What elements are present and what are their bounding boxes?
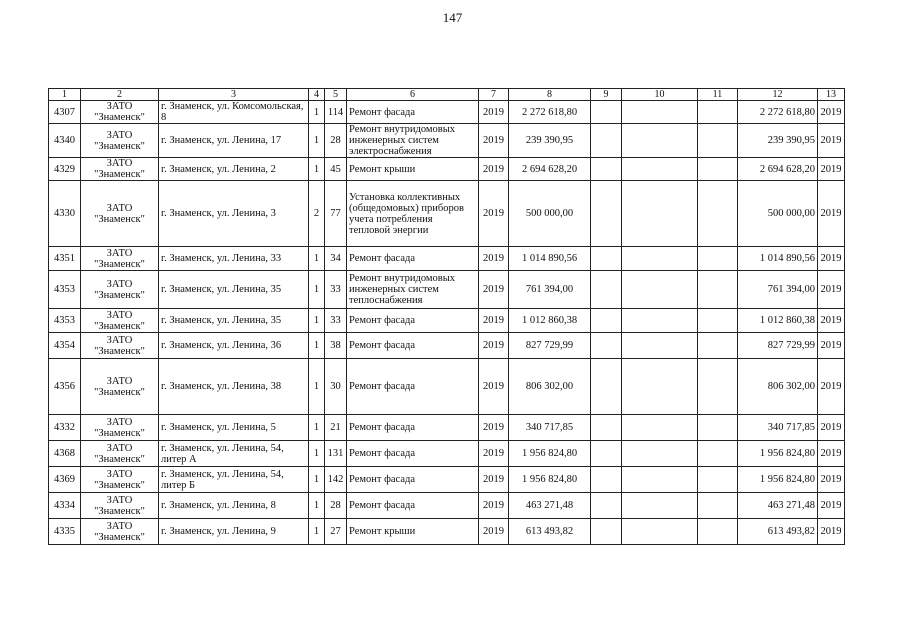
cell-col-5: 114: [325, 101, 347, 124]
cell-total: 613 493,82: [738, 519, 818, 545]
cell-year: 2019: [479, 359, 509, 415]
cell-cost: 1 956 824,80: [509, 467, 591, 493]
cell-col-9: [591, 441, 622, 467]
cell-cost: 239 390,95: [509, 124, 591, 158]
table-row: [49, 441, 845, 467]
cell-record-id: 4368: [49, 441, 81, 467]
cell-col-4: 1: [309, 415, 325, 441]
cell-work-type: Ремонт фасада: [347, 493, 479, 519]
cell-work-type: Ремонт внутридомовых инженерных систем электроснабжения: [347, 124, 479, 158]
cell-record-id: 4335: [49, 519, 81, 545]
column-header: 2: [81, 89, 159, 101]
cell-record-id: 4353: [49, 309, 81, 333]
cell-col-5: 33: [325, 309, 347, 333]
table-row: [49, 158, 845, 181]
cell-end-year: 2019: [818, 158, 845, 181]
page-number: 147: [442, 10, 463, 25]
header-row: [49, 89, 845, 101]
cell-address: г. Знаменск, ул. Ленина, 38: [159, 359, 309, 415]
cell-col-9: [591, 101, 622, 124]
column-header: 10: [622, 89, 698, 101]
table-row: [49, 519, 845, 545]
cell-address: г. Знаменск, ул. Ленина, 3: [159, 181, 309, 247]
cell-cost: 806 302,00: [509, 359, 591, 415]
cell-end-year: 2019: [818, 309, 845, 333]
cell-col-11: [698, 158, 738, 181]
cell-col-10: [622, 359, 698, 415]
cell-total: 2 694 628,20: [738, 158, 818, 181]
cell-cost: 500 000,00: [509, 181, 591, 247]
cell-municipality: ЗАТО "Знаменск": [81, 158, 159, 181]
table-row: [49, 124, 845, 158]
cell-col-5: 28: [325, 493, 347, 519]
cell-address: г. Знаменск, ул. Ленина, 17: [159, 124, 309, 158]
cell-col-11: [698, 415, 738, 441]
cell-record-id: 4329: [49, 158, 81, 181]
cell-record-id: 4356: [49, 359, 81, 415]
cell-col-10: [622, 247, 698, 271]
column-header: 5: [325, 89, 347, 101]
cell-address: г. Знаменск, ул. Ленина, 33: [159, 247, 309, 271]
cell-col-10: [622, 271, 698, 309]
column-header: 1: [49, 89, 81, 101]
cell-col-10: [622, 333, 698, 359]
cell-work-type: Ремонт фасада: [347, 247, 479, 271]
cell-municipality: ЗАТО "Знаменск": [81, 415, 159, 441]
cell-work-type: Ремонт фасада: [347, 359, 479, 415]
cell-col-11: [698, 181, 738, 247]
cell-record-id: 4351: [49, 247, 81, 271]
table-row: [49, 467, 845, 493]
cell-end-year: 2019: [818, 101, 845, 124]
cell-col-5: 34: [325, 247, 347, 271]
table-row: [49, 101, 845, 124]
cell-end-year: 2019: [818, 333, 845, 359]
cell-year: 2019: [479, 124, 509, 158]
cell-municipality: ЗАТО "Знаменск": [81, 359, 159, 415]
cell-col-10: [622, 101, 698, 124]
cell-col-10: [622, 441, 698, 467]
cell-cost: 1 956 824,80: [509, 441, 591, 467]
table-row: [49, 333, 845, 359]
cell-year: 2019: [479, 271, 509, 309]
cell-col-11: [698, 309, 738, 333]
cell-address: г. Знаменск, ул. Комсомольская, 8: [159, 101, 309, 124]
cell-total: 827 729,99: [738, 333, 818, 359]
cell-address: г. Знаменск, ул. Ленина, 36: [159, 333, 309, 359]
cell-col-5: 30: [325, 359, 347, 415]
cell-col-9: [591, 359, 622, 415]
cell-col-5: 28: [325, 124, 347, 158]
cell-year: 2019: [479, 493, 509, 519]
cell-record-id: 4369: [49, 467, 81, 493]
cell-col-4: 1: [309, 101, 325, 124]
cell-record-id: 4330: [49, 181, 81, 247]
cell-col-11: [698, 467, 738, 493]
cell-col-5: 33: [325, 271, 347, 309]
column-header: 11: [698, 89, 738, 101]
cell-col-9: [591, 181, 622, 247]
column-header: 9: [591, 89, 622, 101]
cell-col-4: 1: [309, 441, 325, 467]
cell-col-4: 1: [309, 333, 325, 359]
cell-work-type: Установка коллективных (общедомовых) приборов учета потребления тепловой энергии: [347, 181, 479, 247]
cell-address: г. Знаменск, ул. Ленина, 35: [159, 309, 309, 333]
cell-record-id: 4307: [49, 101, 81, 124]
cell-year: 2019: [479, 181, 509, 247]
cell-col-10: [622, 309, 698, 333]
cell-municipality: ЗАТО "Знаменск": [81, 493, 159, 519]
cell-col-4: 1: [309, 271, 325, 309]
cell-col-9: [591, 158, 622, 181]
cell-year: 2019: [479, 309, 509, 333]
cell-address: г. Знаменск, ул. Ленина, 5: [159, 415, 309, 441]
cell-record-id: 4353: [49, 271, 81, 309]
cell-col-9: [591, 309, 622, 333]
cell-col-9: [591, 493, 622, 519]
cell-record-id: 4354: [49, 333, 81, 359]
cell-year: 2019: [479, 467, 509, 493]
cell-col-11: [698, 333, 738, 359]
cell-col-9: [591, 519, 622, 545]
cell-municipality: ЗАТО "Знаменск": [81, 124, 159, 158]
cell-col-4: 1: [309, 493, 325, 519]
cell-cost: 340 717,85: [509, 415, 591, 441]
cell-address: г. Знаменск, ул. Ленина, 2: [159, 158, 309, 181]
cell-municipality: ЗАТО "Знаменск": [81, 519, 159, 545]
cell-end-year: 2019: [818, 271, 845, 309]
cell-record-id: 4334: [49, 493, 81, 519]
cell-work-type: Ремонт фасада: [347, 333, 479, 359]
cell-record-id: 4340: [49, 124, 81, 158]
column-header: 13: [818, 89, 845, 101]
cell-cost: 1 014 890,56: [509, 247, 591, 271]
cell-total: 239 390,95: [738, 124, 818, 158]
cell-col-5: 142: [325, 467, 347, 493]
cell-col-5: 131: [325, 441, 347, 467]
cell-municipality: ЗАТО "Знаменск": [81, 271, 159, 309]
cell-work-type: Ремонт внутридомовых инженерных систем теплоснабжения: [347, 271, 479, 309]
cell-total: 1 956 824,80: [738, 467, 818, 493]
cell-col-4: 1: [309, 519, 325, 545]
column-header: 6: [347, 89, 479, 101]
cell-col-4: 1: [309, 247, 325, 271]
cell-cost: 2 272 618,80: [509, 101, 591, 124]
cell-work-type: Ремонт фасада: [347, 309, 479, 333]
cell-address: г. Знаменск, ул. Ленина, 9: [159, 519, 309, 545]
cell-total: 761 394,00: [738, 271, 818, 309]
cell-col-10: [622, 467, 698, 493]
cell-municipality: ЗАТО "Знаменск": [81, 309, 159, 333]
cell-end-year: 2019: [818, 441, 845, 467]
cell-municipality: ЗАТО "Знаменск": [81, 333, 159, 359]
cell-end-year: 2019: [818, 359, 845, 415]
table-body: [49, 101, 845, 545]
cell-address: г. Знаменск, ул. Ленина, 54, литер А: [159, 441, 309, 467]
cell-cost: 463 271,48: [509, 493, 591, 519]
cell-total: 500 000,00: [738, 181, 818, 247]
cell-municipality: ЗАТО "Знаменск": [81, 441, 159, 467]
cell-work-type: Ремонт крыши: [347, 519, 479, 545]
cell-year: 2019: [479, 247, 509, 271]
cell-total: 463 271,48: [738, 493, 818, 519]
cell-year: 2019: [479, 441, 509, 467]
cell-total: 2 272 618,80: [738, 101, 818, 124]
cell-record-id: 4332: [49, 415, 81, 441]
cell-address: г. Знаменск, ул. Ленина, 54, литер Б: [159, 467, 309, 493]
cell-cost: 827 729,99: [509, 333, 591, 359]
table-row: [49, 493, 845, 519]
cell-col-11: [698, 519, 738, 545]
cell-address: г. Знаменск, ул. Ленина, 8: [159, 493, 309, 519]
cell-col-9: [591, 415, 622, 441]
table-row: [49, 181, 845, 247]
cell-end-year: 2019: [818, 493, 845, 519]
cell-municipality: ЗАТО "Знаменск": [81, 247, 159, 271]
cell-col-11: [698, 359, 738, 415]
cell-col-10: [622, 124, 698, 158]
cell-year: 2019: [479, 415, 509, 441]
cell-col-5: 77: [325, 181, 347, 247]
cell-year: 2019: [479, 519, 509, 545]
cell-end-year: 2019: [818, 124, 845, 158]
table-row: [49, 359, 845, 415]
cell-year: 2019: [479, 158, 509, 181]
cell-col-4: 1: [309, 158, 325, 181]
cell-col-11: [698, 101, 738, 124]
cell-col-5: 38: [325, 333, 347, 359]
cell-col-5: 21: [325, 415, 347, 441]
cell-col-4: 1: [309, 467, 325, 493]
cell-col-11: [698, 124, 738, 158]
cell-col-10: [622, 493, 698, 519]
cell-end-year: 2019: [818, 519, 845, 545]
column-header: 7: [479, 89, 509, 101]
cell-col-9: [591, 467, 622, 493]
cell-col-9: [591, 124, 622, 158]
cell-end-year: 2019: [818, 247, 845, 271]
cell-col-10: [622, 158, 698, 181]
cell-col-9: [591, 271, 622, 309]
cell-cost: 613 493,82: [509, 519, 591, 545]
column-header: 12: [738, 89, 818, 101]
cell-end-year: 2019: [818, 415, 845, 441]
cell-end-year: 2019: [818, 467, 845, 493]
cell-col-11: [698, 441, 738, 467]
cell-end-year: 2019: [818, 181, 845, 247]
column-header: 8: [509, 89, 591, 101]
cell-cost: 2 694 628,20: [509, 158, 591, 181]
cell-col-11: [698, 493, 738, 519]
cell-col-10: [622, 181, 698, 247]
cell-col-10: [622, 519, 698, 545]
column-header: 3: [159, 89, 309, 101]
cell-total: 340 717,85: [738, 415, 818, 441]
cell-col-9: [591, 333, 622, 359]
cell-work-type: Ремонт фасада: [347, 101, 479, 124]
cell-total: 1 012 860,38: [738, 309, 818, 333]
cell-total: 1 956 824,80: [738, 441, 818, 467]
cell-work-type: Ремонт фасада: [347, 467, 479, 493]
cell-col-4: 2: [309, 181, 325, 247]
cell-total: 806 302,00: [738, 359, 818, 415]
column-header: 4: [309, 89, 325, 101]
cell-cost: 1 012 860,38: [509, 309, 591, 333]
cell-col-10: [622, 415, 698, 441]
cell-col-5: 27: [325, 519, 347, 545]
cell-col-4: 1: [309, 124, 325, 158]
cell-year: 2019: [479, 101, 509, 124]
capital-repair-table: [48, 88, 845, 545]
cell-municipality: ЗАТО "Знаменск": [81, 467, 159, 493]
table-row: [49, 271, 845, 309]
cell-col-9: [591, 247, 622, 271]
cell-work-type: Ремонт фасада: [347, 415, 479, 441]
cell-municipality: ЗАТО "Знаменск": [81, 101, 159, 124]
cell-cost: 761 394,00: [509, 271, 591, 309]
cell-total: 1 014 890,56: [738, 247, 818, 271]
cell-col-4: 1: [309, 309, 325, 333]
cell-address: г. Знаменск, ул. Ленина, 35: [159, 271, 309, 309]
table-row: [49, 247, 845, 271]
table-row: [49, 415, 845, 441]
cell-year: 2019: [479, 333, 509, 359]
cell-municipality: ЗАТО "Знаменск": [81, 181, 159, 247]
cell-work-type: Ремонт фасада: [347, 441, 479, 467]
cell-col-11: [698, 271, 738, 309]
table-row: [49, 309, 845, 333]
cell-col-4: 1: [309, 359, 325, 415]
cell-col-11: [698, 247, 738, 271]
cell-col-5: 45: [325, 158, 347, 181]
cell-work-type: Ремонт крыши: [347, 158, 479, 181]
